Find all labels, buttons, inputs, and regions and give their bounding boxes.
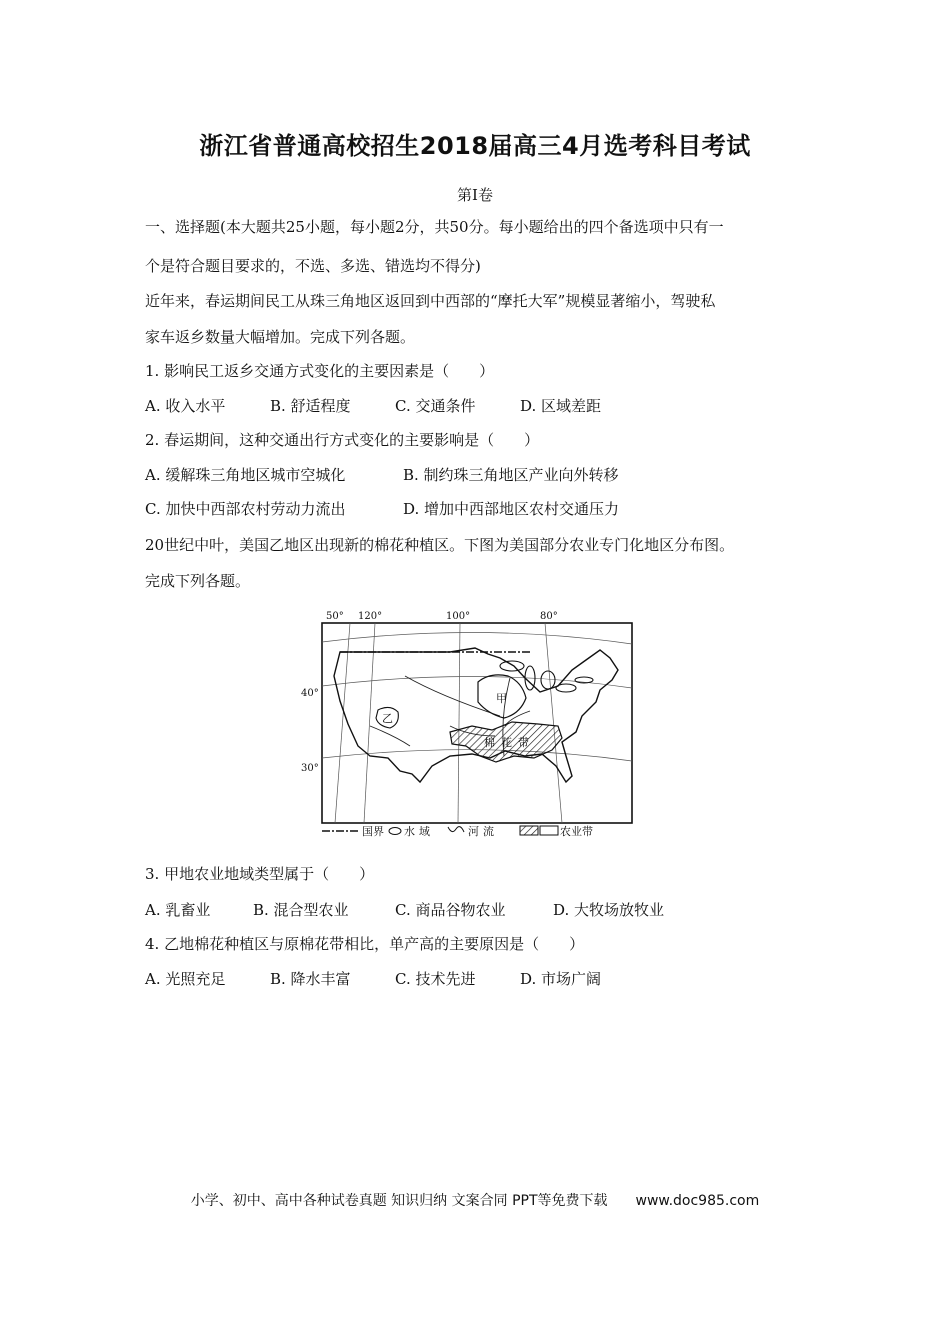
passage2-line2: 完成下列各题。: [145, 572, 251, 590]
map-legend: [322, 824, 593, 838]
question-2-stem: 2. 春运期间，这种交通出行方式变化的主要影响是（ ）: [145, 431, 540, 449]
legend-agri-belt: 农业带: [560, 825, 593, 838]
lat-label-30: 30°: [301, 763, 319, 774]
q3-option-c[interactable]: C. 商品谷物农业: [395, 901, 506, 919]
legend-belt-symbol: [540, 826, 558, 835]
region-jia-label: 甲: [496, 692, 507, 705]
lon-label-50: 50°: [326, 611, 344, 622]
q4-option-c[interactable]: C. 技术先进: [395, 970, 476, 988]
lat-label-40: 40°: [301, 688, 319, 699]
lon-label-120: 120°: [358, 611, 383, 622]
q1-option-b[interactable]: B. 舒适程度: [270, 397, 351, 415]
question-4-options: [145, 969, 601, 989]
q4-option-a[interactable]: A. 光照充足: [145, 970, 226, 988]
map-frame: [322, 623, 632, 823]
q1-option-d[interactable]: D. 区域差距: [520, 397, 602, 415]
us-agriculture-map: [300, 606, 645, 842]
q3-option-a[interactable]: A. 乳畜业: [145, 901, 211, 919]
lon-label-80: 80°: [540, 611, 558, 622]
q4-option-b[interactable]: B. 降水丰富: [270, 970, 351, 988]
q4-option-d[interactable]: D. 市场广阔: [520, 970, 602, 988]
passage1-line1: 近年来，春运期间民工从珠三角地区返回到中西部的“摩托大军”规模显著缩小，驾驶私: [145, 292, 716, 310]
legend-river: 河流: [468, 825, 498, 838]
exam-title: 浙江省普通高校招生2018届高三4月选考科目考试: [199, 132, 751, 160]
question-2-options-row1: [145, 465, 619, 485]
question-3-stem: 3. 甲地农业地域类型属于（ ）: [145, 865, 375, 883]
question-1-stem: 1. 影响民工返乡交通方式变化的主要因素是（ ）: [145, 362, 495, 380]
lon-label-100: 100°: [446, 611, 471, 622]
q2-option-b[interactable]: B. 制约珠三角地区产业向外转移: [403, 466, 619, 484]
question-3-options: [145, 900, 664, 920]
q2-option-d[interactable]: D. 增加中西部地区农村交通压力: [403, 500, 620, 518]
section-instructions-line1: 一、选择题(本大题共25小题，每小题2分，共50分。每小题给出的四个备选项中只有一: [145, 218, 724, 236]
legend-water: 水域: [404, 825, 434, 838]
legend-river-symbol: [448, 827, 464, 832]
legend-water-symbol: [389, 828, 401, 835]
passage1-line2: 家车返乡数量大幅增加。完成下列各题。: [145, 328, 416, 346]
passage2-line1: 20世纪中叶，美国乙地区出现新的棉花种植区。下图为美国部分农业专门化地区分布图。: [145, 536, 735, 554]
legend-border: 国界: [362, 825, 384, 838]
q2-option-c[interactable]: C. 加快中西部农村劳动力流出: [145, 500, 346, 518]
q3-option-d[interactable]: D. 大牧场放牧业: [553, 901, 665, 919]
question-2-options-row2: [145, 499, 619, 519]
footer-site-link[interactable]: www.doc985.com: [635, 1193, 760, 1209]
section-instructions-line2: 个是符合题目要求的，不选、多选、错选均不得分): [145, 257, 481, 275]
region-yi-label: 乙: [382, 712, 393, 725]
question-4-stem: 4. 乙地棉花种植区与原棉花带相比，单产高的主要原因是（ ）: [145, 935, 585, 953]
legend-hatch-symbol: [520, 826, 538, 835]
q2-option-a[interactable]: A. 缓解珠三角地区城市空城化: [145, 466, 346, 484]
q1-option-a[interactable]: A. 收入水平: [145, 397, 226, 415]
question-1-options: [145, 396, 601, 416]
cotton-belt-label: 棉花带: [484, 736, 535, 749]
footer-text: 小学、初中、高中各种试卷真题 知识归纳 文案合同 PPT等免费下载: [190, 1193, 608, 1209]
volume-label: 第Ⅰ卷: [457, 186, 493, 204]
page-footer: [0, 1190, 950, 1210]
q3-option-b[interactable]: B. 混合型农业: [253, 901, 349, 919]
q1-option-c[interactable]: C. 交通条件: [395, 397, 476, 415]
